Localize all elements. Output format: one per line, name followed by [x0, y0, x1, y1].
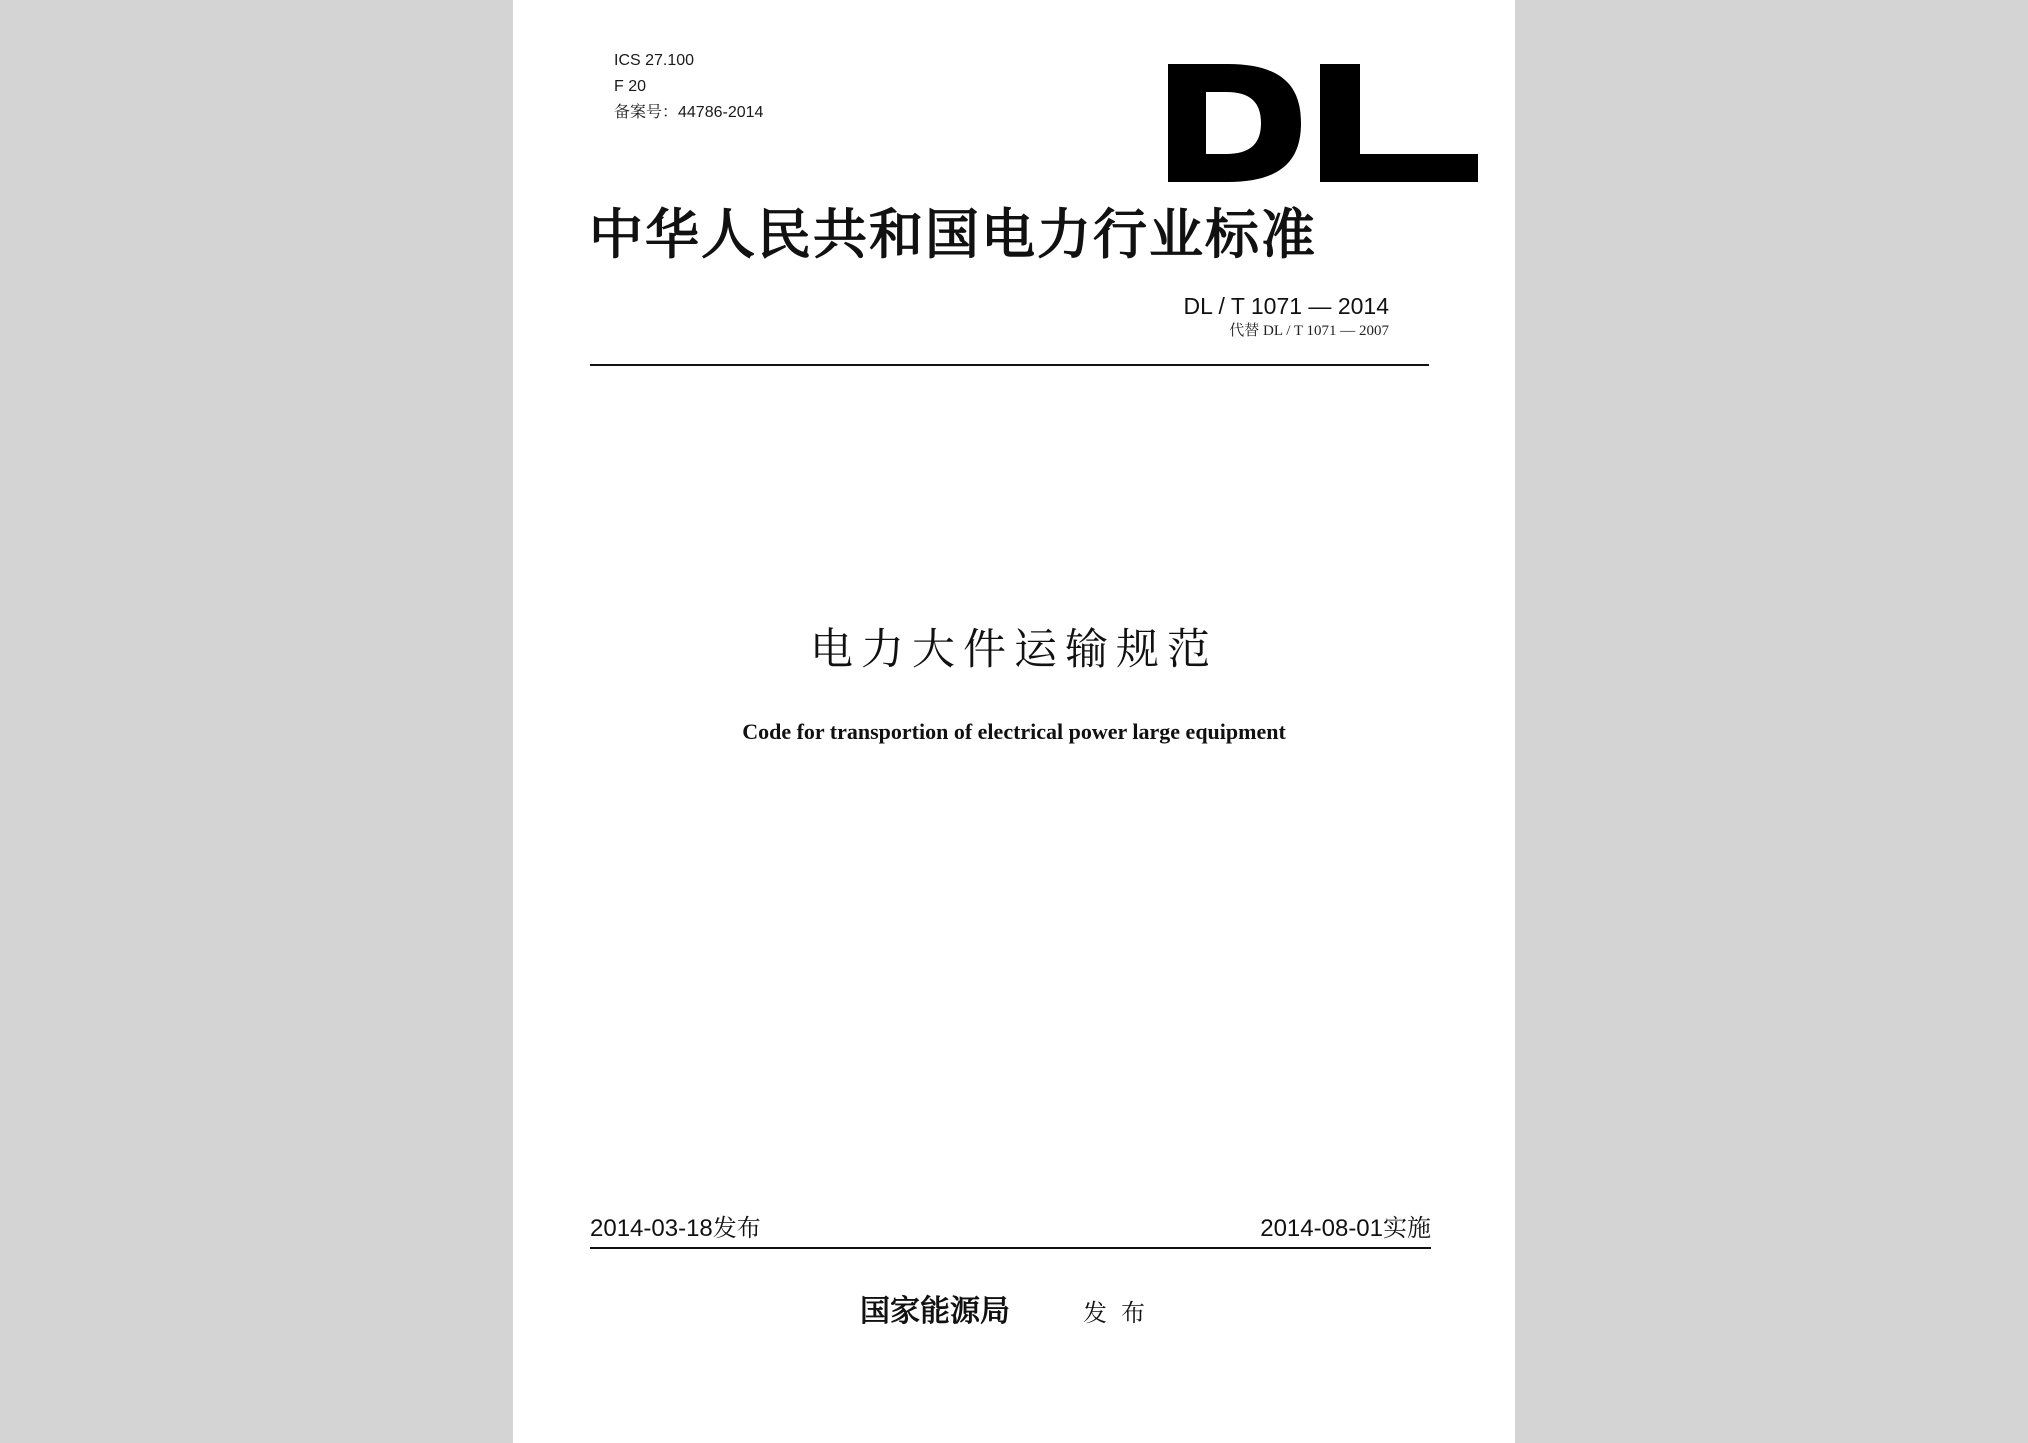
document-cover-page [513, 0, 1515, 1443]
issue-date: 2014-03-18发布 [590, 1215, 761, 1242]
publish-label: 发布 [1083, 1299, 1159, 1327]
bottom-divider [590, 1247, 1431, 1249]
document-title-chinese: 电力大件运输规范 [810, 625, 1218, 675]
document-title-english: Code for transportion of electrical power large equipment [742, 719, 1286, 744]
publisher-name: 国家能源局 [860, 1294, 1010, 1329]
replaces-standard: 代替 DL / T 1071 — 2007 [1229, 323, 1389, 339]
classification-code: F 20 [614, 78, 647, 95]
standard-number: DL / T 1071 — 2014 [1183, 293, 1389, 319]
filing-number: 备案号：44786-2014 [614, 104, 764, 121]
ics-code: ICS 27.100 [614, 52, 695, 69]
implementation-date: 2014-08-01实施 [1260, 1215, 1431, 1242]
category-title: 中华人民共和国电力行业标准 [589, 203, 1317, 266]
dl-logo [1168, 64, 1478, 182]
top-divider [590, 364, 1429, 366]
